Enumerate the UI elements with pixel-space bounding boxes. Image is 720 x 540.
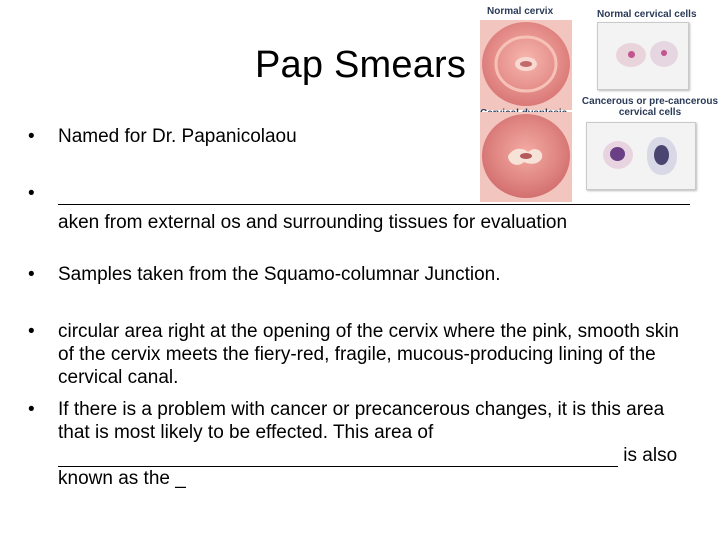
normal-cervix-label: Normal cervix bbox=[487, 6, 554, 17]
normal-cells-image bbox=[597, 22, 689, 90]
slide-title: Pap Smears bbox=[255, 44, 467, 86]
cervix-figure bbox=[470, 0, 720, 200]
bullet-problem-text: If there is a problem with cancer or precancerous changes, it is this area that is most likely to be effected. This area of bbox=[58, 399, 665, 443]
bullet-samples: • Samples taken from the Squamo-columnar Junction. bbox=[58, 263, 703, 286]
bullet-taken-from: • aken from external os and surrounding tissues for evaluation bbox=[58, 212, 568, 233]
dysplasia-cervix-image bbox=[480, 112, 572, 202]
also-text: is also bbox=[623, 445, 678, 466]
cancer-cells-label: Cancerous or pre-cancerous cervical cells bbox=[581, 96, 719, 118]
abnormal-cells-image bbox=[586, 122, 696, 190]
normal-cervix-image bbox=[480, 20, 572, 110]
known-as-text: known as the _ bbox=[58, 468, 186, 489]
normal-cells-label: Normal cervical cells bbox=[597, 9, 697, 20]
bullet-named-for: • Named for Dr. Papanicolaou bbox=[58, 125, 703, 148]
blank-line-area bbox=[58, 446, 618, 467]
bullet-problem bbox=[58, 398, 693, 490]
bullet-circular-area: • circular area right at the opening of the cervix where the pink, smooth skin of the cervix meets the fiery-red, fragile, mucous-producing lining of the cervical canal. bbox=[58, 320, 693, 389]
